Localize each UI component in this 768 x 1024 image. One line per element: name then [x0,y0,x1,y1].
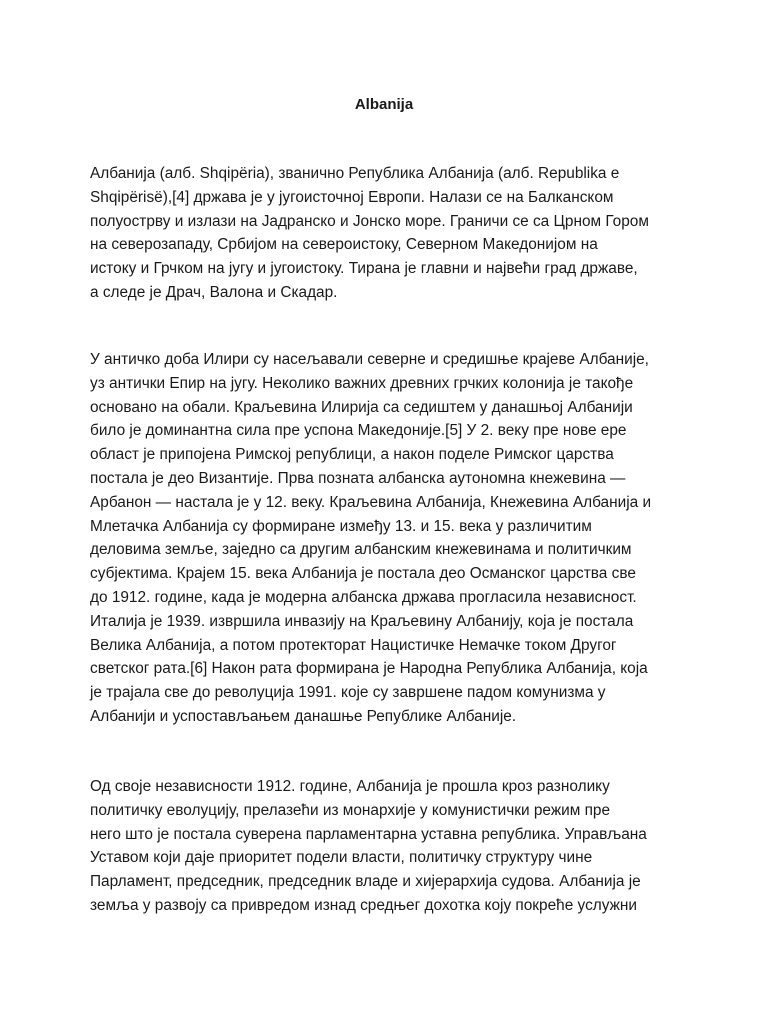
document-title: Albanija [354,96,414,113]
paragraph-2-line: уз антички Епир на југу. Неколико важних древних грчких колонија је такође [90,374,634,392]
paragraph-2-line: Арбанон — настала је у 12. веку. Краљевина Албанија, Кнежевина Албанија и [90,493,652,511]
paragraph-1-line: а следе је Драч, Валона и Скадар. [90,283,338,301]
paragraph-3-line: политичку еволуцију, прелазећи из монархије у комунистички режим пре [90,801,611,819]
paragraph-2-line: било је доминантна сила пре успона Македоније.[5] У 2. веку пре нове ере [90,422,627,440]
paragraph-3 [90,775,690,918]
paragraph-2-line: је трајала све до револуција 1991. које су завршене падом комунизма у [90,684,606,702]
paragraph-2-line: Велика Албанија, а потом протекторат Нацистичке Немачке током Другог [90,636,617,654]
paragraph-1-line: полуострву и излази на Јадранско и Јонско море. Граничи се са Црном Гором [90,212,649,230]
paragraph-2-line: деловима земље, заједно са другим албанским кнежевинама и политичким [90,541,632,559]
paragraph-2-line: Албанији и успостављањем данашње Републике Албаније. [90,707,517,725]
paragraph-2-line: субјектима. Крајем 15. века Албанија је постала део Османског царства све [90,565,636,583]
paragraph-2-line: Млетачка Албанија су формиране између 13. и 15. века у различитим [90,517,592,535]
paragraph-2 [90,348,690,729]
paragraph-1-line: на северозападу, Србијом на североистоку, Северном Македонијом на [90,236,598,254]
paragraph-3-line: земља у развоју са привредом изнад средњег дохотка коју покреће услужни [90,896,638,914]
paragraph-2-line: Италија је 1939. извршила инвазију на Краљевину Албанију, која је постала [90,612,634,630]
paragraph-1-line: истоку и Грчком на југу и југоистоку. Тирана је главни и највећи град државе, [90,260,638,278]
paragraph-2-line: У античко доба Илири су насељавали северне и средишње крајеве Албаније, [90,351,649,368]
paragraph-1-line: Албанија (алб. Shqipëria), званично Република Албанија (алб. Republika e [90,165,620,182]
paragraph-3-line: него што је постала суверена парламентарна уставна република. Управљана [90,825,647,843]
paragraph-2-line: светског рата.[6] Након рата формирана је Народна Република Албанија, која [90,660,648,678]
paragraph-1 [90,162,690,305]
paragraph-3-line: Уставом који даје приоритет подели власти, политичку структуру чине [90,849,593,867]
paragraph-3-line: Парламент, председник, председник владе и хијерархија судова. Албанија је [90,873,641,891]
paragraph-1-line: Shqipërisë),[4] држава је у југоисточној Европи. Налази се на Балканском [90,188,614,206]
paragraph-3-line: Од своје независности 1912. године, Албанија је прошла кроз разнолику [90,778,610,795]
paragraph-2-line: основано на обали. Краљевина Илирија са седиштем у данашњој Албанији [90,398,633,416]
paragraph-2-line: област је припојена Римској републици, а након поделе Римског царства [90,446,614,464]
paragraph-2-line: постала је део Византије. Прва позната албанска аутономна кнежевина — [90,469,626,487]
paragraph-2-line: до 1912. године, када је модерна албанска држава прогласила независност. [90,588,637,606]
